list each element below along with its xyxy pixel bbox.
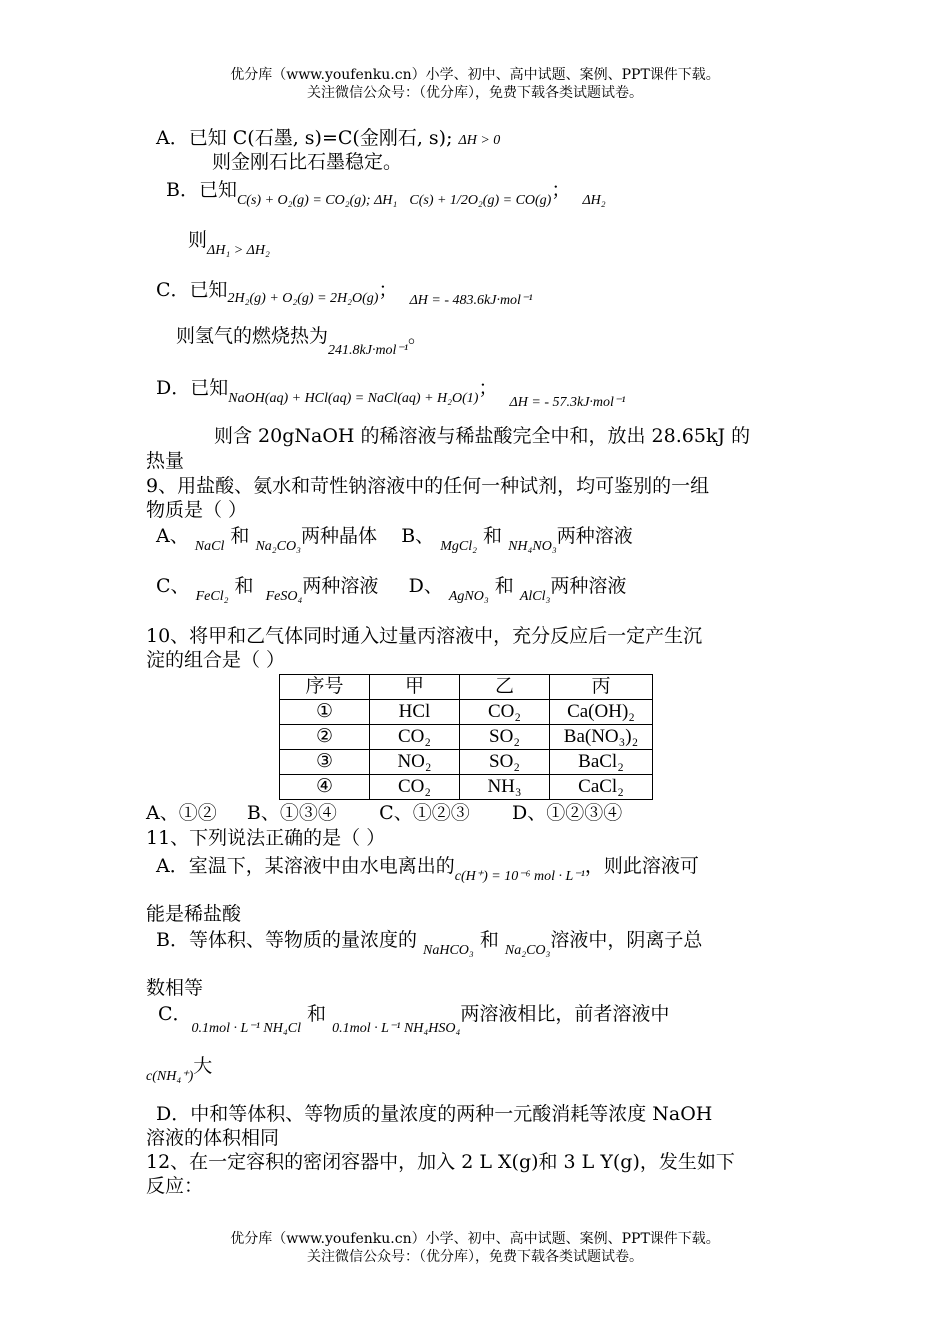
q11-c-cont	[146, 1054, 213, 1084]
q9-a-and: 和	[230, 525, 250, 547]
q11-b-cont: 数相等	[146, 977, 204, 999]
q11-d-cont: 溶液的体积相同	[146, 1127, 280, 1149]
q11-c-label: C．	[158, 1003, 192, 1025]
q11-option-d: D．中和等体积、等物质的量浓度的两种一元酸消耗等浓度 NaOH	[156, 1103, 713, 1125]
q10-options: A、①② B、①③④ C、①②③ D、①②③④	[146, 802, 623, 824]
q10-stem-1: 10、将甲和乙气体同时通入过量丙溶液中，充分反应后一定产生沉	[146, 625, 703, 647]
q8-c-math2: ΔH = - 483.6kJ·mol⁻¹	[409, 293, 533, 308]
table-cell: ②	[280, 725, 370, 750]
q11-a-tail: ，则此溶液可	[584, 855, 699, 877]
q11-a-math: c(H⁺) = 10⁻⁶ mol · L⁻¹	[454, 869, 585, 884]
q9-d-and: 和	[494, 575, 514, 597]
q9-stem-2: 物质是（ ）	[146, 499, 248, 521]
q10-table	[279, 674, 653, 800]
header-line-1: 优分库（www.youfenku.cn）小学、初中、高中试题、案例、PPT课件下载。	[230, 67, 720, 83]
q8-c-math1: 2H₂(g) + O₂(g) = 2H₂O(g)	[227, 291, 379, 306]
q9-c-and: 和	[234, 575, 254, 597]
q11-b-formula-2: Na₂CO₃	[504, 943, 551, 958]
q11-option-b	[156, 928, 703, 958]
q11-b-formula-1: NaHCO₃	[423, 943, 474, 958]
q8-c2-end: 。	[408, 325, 428, 347]
q8-a-conclusion: 则金刚石比石墨稳定。	[212, 151, 403, 173]
q9-a-tail: 两种晶体	[301, 525, 378, 547]
q11-c-and: 和	[307, 1003, 327, 1025]
table-cell: NO₂	[370, 750, 460, 775]
footer-line-1: 优分库（www.youfenku.cn）小学、初中、高中试题、案例、PPT课件下载。	[230, 1231, 720, 1247]
q11-c-tail: 两溶液相比，前者溶液中	[460, 1003, 670, 1025]
q11-option-c	[158, 1002, 670, 1036]
q8-c-conclusion	[176, 324, 428, 358]
q8-b-semicolon: ；	[551, 179, 571, 201]
q9-c-formula-2: FeSO₄	[265, 589, 303, 604]
q8-b-math3: ΔH₂	[582, 193, 606, 208]
q9-d-formula-1: AgNO₃	[448, 589, 489, 604]
q11-b-text: B．等体积、等物质的量浓度的	[156, 929, 417, 951]
table-cell: ①	[280, 700, 370, 725]
q8-d-semicolon: ；	[478, 377, 498, 399]
table-cell: NH₃	[460, 775, 550, 800]
q8-c-label: C．已知	[156, 279, 228, 301]
q9-c-label: C、	[156, 575, 190, 597]
q11-c2-text: 大	[193, 1055, 213, 1077]
table-cell: HCl	[370, 700, 460, 725]
q9-d-label: D、	[408, 575, 443, 597]
q8-c2-math: 241.8kJ·mol⁻¹	[328, 343, 409, 358]
table-cell: CO₂	[370, 775, 460, 800]
q8-d-conclusion: 则含 20gNaOH 的稀溶液与稀盐酸完全中和，放出 28.65kJ 的	[214, 425, 751, 447]
q11-c2-math: c(NH₄⁺)	[146, 1069, 194, 1084]
table-cell: ③	[280, 750, 370, 775]
q9-stem-1: 9、用盐酸、氨水和苛性钠溶液中的任何一种试剂，均可鉴别的一组	[146, 475, 710, 497]
table-cell: CO₂	[370, 725, 460, 750]
q10-stem-2: 淀的组合是（ ）	[146, 649, 286, 671]
table-cell: ④	[280, 775, 370, 800]
q9-a-formula-2: Na₂CO₃	[255, 539, 301, 554]
q8-option-a	[156, 126, 500, 153]
q9-row-cd	[156, 574, 627, 604]
q11-b-and: 和	[479, 929, 499, 951]
table-row	[280, 700, 653, 725]
q8-d-conclusion-2: 热量	[146, 450, 185, 472]
q8-c2-text: 则氢气的燃烧热为	[176, 325, 329, 347]
q8-b2-math: ΔH₁ > ΔH₂	[207, 243, 270, 258]
q8-a-math: ΔH > 0	[458, 133, 501, 148]
footer-line-2: 关注微信公众号：（优分库），免费下载各类试题试卷。	[307, 1249, 643, 1265]
table-row	[280, 725, 653, 750]
q8-b-label: B．已知	[166, 179, 237, 201]
q12-stem-2: 反应：	[146, 1175, 204, 1197]
q9-b-tail: 两种溶液	[556, 525, 633, 547]
q11-b-tail: 溶液中，阴离子总	[550, 929, 703, 951]
q11-a-text: A．室温下，某溶液中由水电离出的	[156, 855, 455, 877]
q9-a-label: A、	[156, 525, 189, 547]
q11-c-math-1: 0.1mol · L⁻¹ NH₄Cl	[191, 1021, 301, 1036]
q8-d-math2: ΔH = - 57.3kJ·mol⁻¹	[509, 395, 626, 410]
table-cell: CO₂	[460, 700, 550, 725]
table-cell: SO₂	[460, 725, 550, 750]
q11-stem: 11、下列说法正确的是（ ）	[146, 827, 386, 849]
q8-option-b	[166, 178, 606, 208]
q9-c-formula-1: FeCl₂	[195, 589, 229, 604]
q8-a-text: A．已知 C(石墨, s)=C(金刚石, s);	[156, 127, 453, 149]
table-header: 序号	[280, 675, 370, 700]
q8-d-math1: NaOH(aq) + HCl(aq) = NaCl(aq) + H₂O(1)	[228, 391, 479, 406]
table-header-row	[280, 675, 653, 700]
table-header: 丙	[550, 675, 653, 700]
table-cell: CaCl₂	[550, 775, 653, 800]
table-cell: SO₂	[460, 750, 550, 775]
q9-b-formula-1: MgCl₂	[440, 539, 477, 554]
q12-stem-1: 12、在一定容积的密闭容器中，加入 2 L X(g)和 3 L Y(g)，发生如下	[146, 1151, 735, 1173]
table-row	[280, 750, 653, 775]
table-header: 乙	[460, 675, 550, 700]
q8-b-math1: C(s) + O₂(g) = CO₂(g); ΔH₁	[236, 193, 398, 208]
q8-d-label: D．已知	[156, 377, 229, 399]
q9-d-formula-2: AlCl₃	[519, 589, 551, 604]
q9-b-formula-2: NH₄NO₃	[508, 539, 557, 554]
q11-a-cont: 能是稀盐酸	[146, 903, 242, 925]
table-row	[280, 775, 653, 800]
table-header: 甲	[370, 675, 460, 700]
q9-a-formula-1: NaCl	[194, 539, 225, 554]
header-line-2: 关注微信公众号：（优分库），免费下载各类试题试卷。	[307, 85, 643, 101]
q9-b-label: B、	[401, 525, 435, 547]
q8-b-math2: C(s) + 1/2O₂(g) = CO(g)	[409, 193, 552, 208]
q11-c-math-2: 0.1mol · L⁻¹ NH₄HSO₄	[332, 1021, 461, 1036]
q8-option-d	[156, 376, 626, 410]
table-cell: BaCl₂	[550, 750, 653, 775]
q8-b2-label: 则	[188, 229, 208, 251]
table-cell: Ba(NO₃)₂	[550, 725, 653, 750]
q8-option-c	[156, 278, 533, 308]
q9-c-tail: 两种溶液	[302, 575, 379, 597]
q11-option-a	[156, 854, 699, 884]
q8-b-conclusion	[188, 228, 270, 258]
q9-row-ab	[156, 524, 633, 554]
table-cell: Ca(OH)₂	[550, 700, 653, 725]
q9-b-and: 和	[483, 525, 503, 547]
q8-c-semicolon: ；	[378, 279, 398, 301]
q9-d-tail: 两种溶液	[550, 575, 627, 597]
